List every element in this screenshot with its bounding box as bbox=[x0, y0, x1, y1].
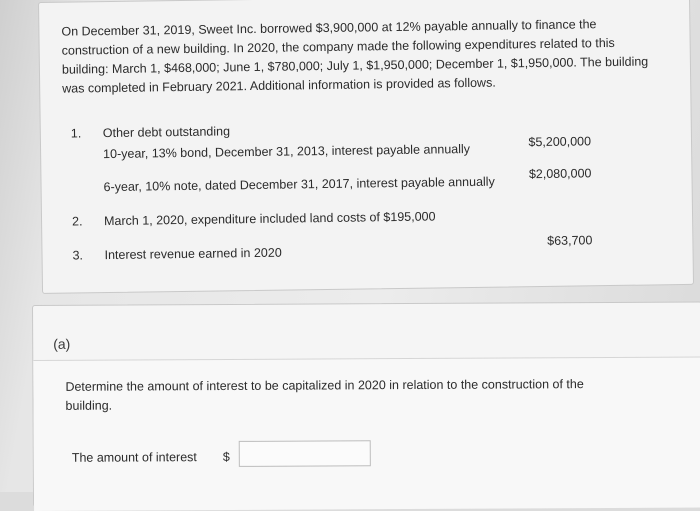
part-a-card bbox=[32, 301, 700, 507]
item-number: 3. bbox=[72, 248, 84, 263]
problem-intro: On December 31, 2019, Sweet Inc. borrowed $3,900,000 at 12% payable annually to finance the construction of a new building. In 2020, the company made the following expenditures related to this building: March 1, $468,000; June 1, $780,000; July 1, $1,950,000; December 1, $1,950,000. The building was completed in February 2021. Additional information is provided as follows. bbox=[61, 17, 649, 96]
item-text: 10-year, 13% bond, December 31, 2013, interest payable annually bbox=[103, 141, 471, 162]
item-text: Interest revenue earned in 2020 bbox=[104, 245, 282, 263]
item-number: 1. bbox=[70, 126, 82, 141]
item-text: March 1, 2020, expenditure included land costs of $195,000 bbox=[103, 209, 436, 229]
item-amount: $5,200,000 bbox=[528, 134, 592, 150]
answer-label: The amount of interest bbox=[71, 450, 197, 465]
currency-symbol: $ bbox=[222, 449, 230, 465]
item-text: 6-year, 10% note, dated December 31, 2017, interest payable annually bbox=[103, 174, 495, 195]
item-number: 2. bbox=[71, 214, 83, 229]
part-a-question: Determine the amount of interest to be capitalized in 2020 in relation to the construction of the building. bbox=[65, 377, 584, 413]
part-a-label: (a) bbox=[53, 335, 71, 352]
item-text: Other debt outstanding bbox=[102, 124, 231, 141]
interest-amount-input[interactable] bbox=[239, 440, 371, 467]
problem-card bbox=[38, 0, 694, 294]
item-amount: $63,700 bbox=[547, 233, 593, 248]
item-amount: $2,080,000 bbox=[528, 166, 592, 182]
